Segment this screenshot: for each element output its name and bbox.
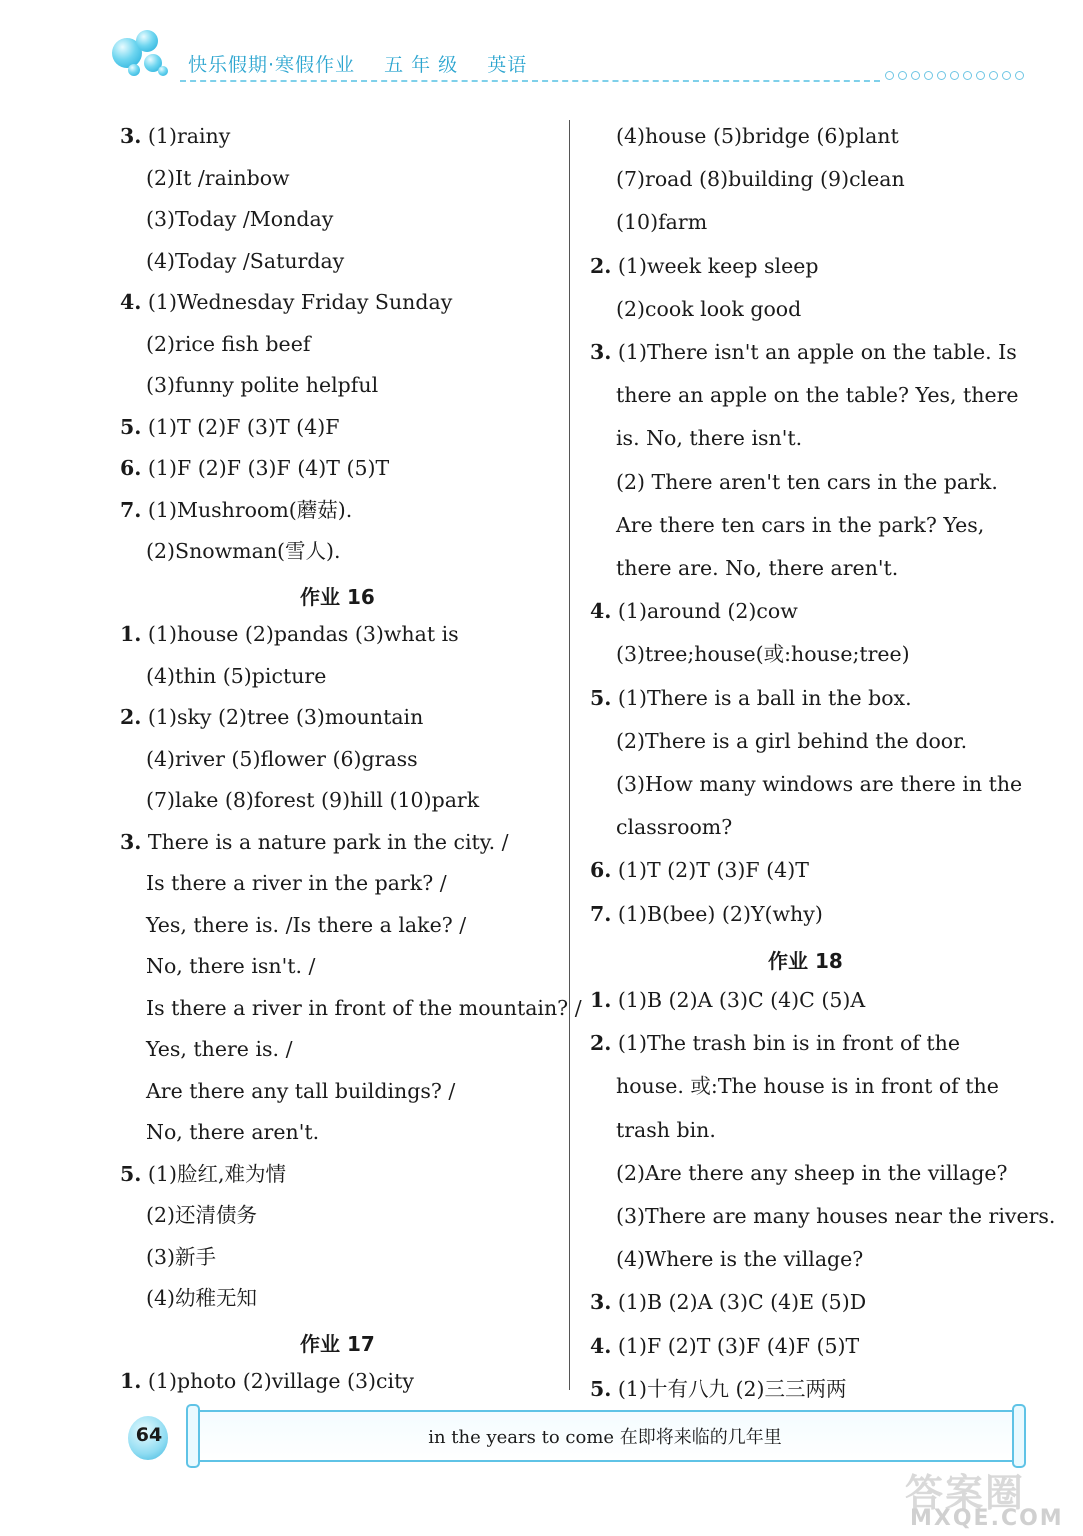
answer-text: (4)thin (5)picture [146,663,327,688]
answer-text: (1)F (2)F (3)F (4)T (5)T [141,456,390,480]
answer-text: there are. No, there aren't. [616,556,899,580]
answer-line [590,1288,866,1316]
answer-text: (1)T (2)T (3)F (4)T [611,858,809,883]
question-number: 3. [590,340,612,364]
page-number: 64 [135,1424,163,1446]
answer-text: Yes, there is. / [146,1037,293,1061]
answer-text: Are there ten cars in the park? Yes, [616,512,985,537]
answer-text: Is there a river in the park? / [146,871,447,895]
answer-line [616,208,707,236]
answer-line [146,1118,319,1146]
answer-text: Yes, there is. /Is there a lake? / [146,912,467,937]
answer-text: classroom? [616,815,733,840]
answer-line [146,1077,455,1105]
answer-text: (1)There isn't an apple on the table. Is [611,340,1017,364]
answer-line [590,856,809,884]
answer-text: (1)photo (2)village (3)city [141,1369,414,1393]
answer-text: (1)around (2)cow [611,599,798,624]
answer-line [120,703,423,731]
answer-text: (7)lake (8)forest (9)hill (10)park [146,788,480,812]
answer-line [616,1116,716,1144]
answer-line [120,413,339,441]
answer-text: (2)cook look good [616,296,802,321]
answer-line [120,1367,414,1395]
answer-text: (1)B (2)A (3)C (4)E (5)D [611,1290,867,1315]
page-header [0,0,1083,100]
footer-phrase: in the years to come 在即将来临的几年里 [428,1427,782,1448]
answer-text: (4)Today /Saturday [146,248,345,273]
answer-line [616,813,732,841]
answer-text: (2) There aren't ten cars in the park. [616,469,998,494]
answer-line [120,620,459,648]
question-number: 2. [590,1031,612,1056]
section-heading: 作业 16 [300,584,375,609]
answer-line [590,1029,960,1057]
answer-line [590,900,823,928]
answer-text: No, there isn't. / [146,954,316,978]
question-number: 2. [590,253,612,278]
answer-line [146,952,315,980]
question-number: 3. [120,124,142,148]
question-number: 7. [120,497,142,522]
answer-text: (1)Mushroom(蘑菇). [141,497,353,522]
answer-line [616,511,984,539]
answer-line [590,684,912,712]
answer-text: (10)farm [616,210,708,235]
answer-line [120,288,452,316]
section-heading: 作业 18 [768,948,843,973]
answer-text: (1)B (2)A (3)C (4)C (5)A [611,988,866,1012]
answer-line [146,911,466,939]
answer-line [616,640,910,668]
answer-text: No, there aren't. [146,1120,320,1144]
answer-text: (2)It /rainbow [146,165,290,190]
answer-text: (1)T (2)F (3)T (4)F [141,414,340,439]
answer-line [590,986,865,1014]
answer-line [120,828,509,856]
answer-text: (4)Where is the village? [616,1247,864,1272]
column-divider [569,120,570,1390]
question-number: 6. [120,456,142,480]
answer-text: (1)week keep sleep [611,253,819,278]
answer-line [146,537,341,565]
answer-text: (3)How many windows are there in the [616,772,1023,796]
answer-text: (1)十有八九 (2)三三两两 [611,1376,847,1401]
answer-line [616,1245,863,1273]
answer-line [590,1375,847,1403]
answer-line [590,252,819,280]
question-number: 7. [590,901,612,926]
answer-text: (7)road (8)building (9)clean [616,167,905,192]
answer-text: (1)The trash bin is in front of the [611,1031,960,1056]
watermark-url: MXQE.COM [910,1506,1064,1531]
question-number: 3. [590,1290,612,1315]
answer-line [120,454,389,482]
answer-line [146,1201,257,1229]
answer-text: (3)新手 [146,1244,217,1269]
answer-text: (2)还清债务 [146,1203,258,1227]
answer-text: trash bin. [616,1117,716,1142]
answer-line [616,554,898,582]
answer-line [146,745,418,773]
answer-text: (1)B(bee) (2)Y(why) [611,901,823,926]
answer-text: (2)Are there any sheep in the village? [616,1160,1008,1185]
header-dashed-line [180,80,880,82]
answer-text: (3)tree;house(或:house;tree) [616,642,910,667]
question-number: 2. [120,705,142,729]
answer-line [146,869,447,897]
answer-line [146,164,290,192]
answer-text: (2)Snowman(雪人). [146,539,341,563]
answer-line [616,424,802,452]
answer-line [616,1202,1055,1230]
answer-line [616,122,899,150]
question-number: 1. [120,1369,142,1393]
answer-text: (4)house (5)bridge (6)plant [616,124,899,148]
answer-line [120,122,230,150]
question-number: 1. [590,988,612,1012]
answer-text: There is a nature park in the city. / [141,829,509,854]
answer-text: (3)There are many houses near the rivers. [616,1204,1056,1228]
answer-line [616,468,998,496]
answer-text: (4)river (5)flower (6)grass [146,746,418,771]
answer-line [146,1284,257,1312]
question-number: 6. [590,858,612,883]
section-heading: 作业 17 [300,1331,375,1356]
answer-line [616,1159,1008,1187]
watermark-logo-text: 答案圈 [905,1471,1026,1515]
answer-line [146,662,326,690]
answer-text: (1)Wednesday Friday Sunday [141,290,453,314]
book-title: 快乐假期·寒假作业 [188,54,356,76]
answer-line [120,1160,286,1188]
answer-text: (1)sky (2)tree (3)mountain [141,705,424,729]
answer-line [616,1072,999,1100]
header-title [188,50,549,77]
answer-text: (2)rice fish beef [146,331,311,356]
question-number: 4. [590,1333,612,1358]
answer-line [146,371,378,399]
answer-text: (1)rainy [141,124,231,148]
bubbles-logo-icon [110,28,180,83]
subject-label: 英语 [487,54,528,76]
answer-line [146,994,582,1022]
answer-line [616,727,967,755]
answer-line [146,247,344,275]
answer-text: (3)Today /Monday [146,207,334,231]
answer-text: Is there a river in front of the mountain? / [146,995,582,1020]
answer-line [146,205,333,233]
answer-text: house. 或:The house is in front of the [616,1074,999,1099]
question-number: 4. [120,290,142,314]
answer-line [590,1332,859,1360]
answer-text: (1)house (2)pandas (3)what is [141,622,459,646]
grade-label: 五 年 级 [384,54,459,76]
answer-text: Are there any tall buildings? / [146,1078,456,1103]
question-number: 1. [120,622,142,646]
question-number: 5. [120,414,142,439]
answer-line [146,1243,216,1271]
question-number: 3. [120,829,142,854]
answer-line [616,165,905,193]
question-number: 5. [590,685,612,710]
answer-line [120,496,352,524]
question-number: 5. [590,1376,612,1401]
question-number: 5. [120,1161,142,1186]
answer-text: (2)There is a girl behind the door. [616,728,968,753]
answer-line [590,338,1017,366]
answer-line [616,295,801,323]
answer-line [146,1035,292,1063]
answer-text: (4)幼稚无知 [146,1286,258,1310]
question-number: 4. [590,599,612,624]
answer-line [616,770,1022,798]
answer-text: is. No, there isn't. [616,426,803,451]
answer-text: (1)F (2)T (3)F (4)F (5)T [611,1333,860,1358]
answer-line [590,597,798,625]
answer-text: (1)There is a ball in the box. [611,685,912,710]
answer-line [616,381,1019,409]
header-dots [885,71,1024,80]
answer-line [146,786,479,814]
answer-line [146,330,310,358]
answer-text: (1)脸红,难为情 [141,1161,286,1186]
answer-text: (3)funny polite helpful [146,373,379,397]
answer-text: there an apple on the table? Yes, there [616,383,1019,408]
